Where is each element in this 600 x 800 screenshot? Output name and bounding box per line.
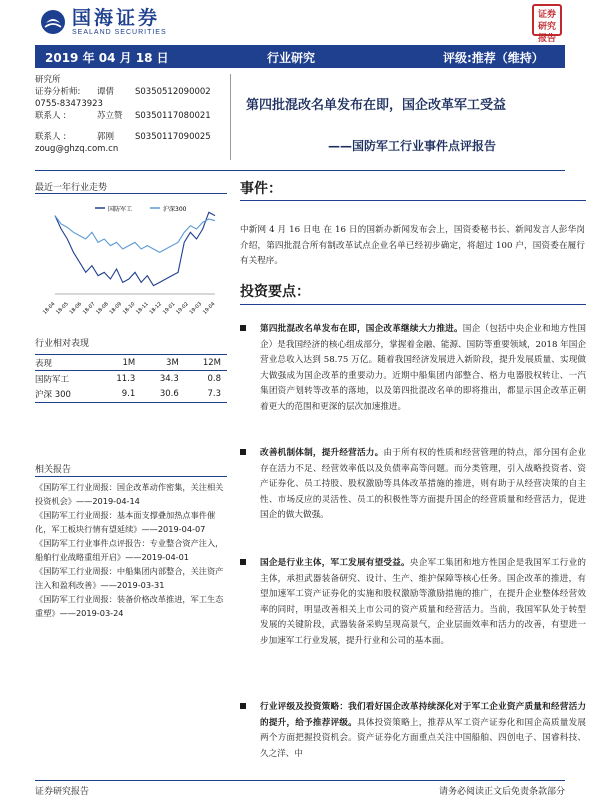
invest-point (240, 446, 586, 524)
table-cell: 国防军工 (35, 374, 70, 385)
contact-cert: S0350117090025 (135, 132, 211, 142)
table-header: 表现 (35, 355, 98, 371)
x-tick-label: 18-11 (135, 301, 150, 316)
contact-cert: S0350117080021 (135, 111, 211, 121)
x-tick-label: 18-08 (95, 301, 110, 316)
event-text: 中新网 4 月 16 日电 在 16 日的国新办新闻发布会上，国资委秘书长、新闻发言人彭华岗介绍，第四批混合所有制改革试点企业名单已经初步确定，将超过 100 户，国资委在履行有关程序。 (240, 225, 585, 266)
related-report-link[interactable]: 《国防军工行业周报：装备价格改革推进，军工生态重塑》——2019-03-24 (35, 594, 224, 618)
x-tick-label: 19-03 (188, 301, 204, 316)
x-tick-label: 18-09 (108, 301, 124, 316)
table-header: 1M (98, 355, 142, 371)
table-cell: 30.6 (141, 387, 185, 403)
footer-left: 证券研究报告 (35, 787, 90, 797)
series-line (55, 212, 215, 285)
contact-email[interactable]: zoug@ghzq.com.cn (35, 144, 119, 154)
table-cell: 11.3 (116, 373, 136, 384)
footer-disclaimer: 请务必阅读正文后免责条款部分 (438, 787, 565, 797)
point-lead: 国企是行业主体，军工发展有望受益。 (260, 558, 410, 568)
bullet-icon (240, 325, 246, 331)
analyst-label: 证券分析师: (35, 87, 81, 97)
point-text: 国企（包括中央企业和地方性国企）是我国经济的核心组成部分，掌握着金融、能源、国防等重要领域，2018 年国企营业总收入达到 58.75 万亿。随着我国经济发展进入新阶段，提升发展质量、实现做大做强成为国企改革的重要动力。近期中船集团内部整合、格力电器股权转让、一汽集团资产划转等改革的落地，以及第四批混改名单的即将推出，都显示国企改革正朝着更大的范围和更深的层次加速推进。 (260, 324, 586, 412)
invest-heading: 投资要点： (240, 284, 310, 300)
page-footer (35, 784, 565, 797)
x-tick-label: 18-12 (148, 301, 164, 316)
table-cell: 9.1 (98, 387, 142, 403)
x-tick-label: 19-01 (161, 301, 177, 316)
related-reports-list (35, 480, 227, 620)
brand-logo (40, 6, 167, 38)
report-date: 2019 年 04 月 18 日 (45, 51, 169, 65)
logo-english-name: SEALAND SECURITIES (72, 28, 167, 36)
table-cell: 0.8 (207, 373, 221, 384)
related-report-link[interactable]: 《国防军工行业事件点评报告：专业整合资产注入，船舶行业战略重组开启》——2019-04-01 (35, 538, 224, 562)
point-text: 央企军工集团和地方性国企是我国军工行业的主体，承担武器装备研究、设计、生产、维护保障等核心任务。国企改革的推进，有望加速军工资产证券化的实施和股权激励等激励措施的推广，在提升企业整体经营效率的同时，明显改善相关上市公司的资产质量和经营活力。当前，我国军队处于转型发展的关键阶段，武器装备采购呈现高景气，企业层面效率和活力的改善，有望进一步加速军工行业发展，提升行业和公司的基本面。 (260, 558, 586, 646)
contact-label: 联系人 : (35, 111, 67, 121)
trend-chart (35, 196, 220, 316)
table-cell: 34.3 (159, 373, 179, 384)
performance-title: 行业相对表现 (35, 339, 90, 349)
analyst-name: 谭倩 (97, 87, 115, 97)
divider (240, 200, 586, 201)
point-lead: 第四批混改名单发布在即，国企改革继续大力推进。 (260, 324, 463, 334)
point-lead: 行业评级及投资策略：我们看好国企改革持续深化对于军工企业资产质量和经营活力的提升，给予推荐评级。 (260, 702, 586, 728)
performance-table (35, 354, 227, 403)
related-reports-title: 相关报告 (35, 465, 72, 475)
report-stamp: 证券研究报告 (532, 4, 562, 36)
table-row (35, 387, 227, 403)
point-text: 由于所有权的性质和经营管理的特点，部分国有企业存在活力不足、经营效率低以及负债率高等问题。而分类管理，引入战略投资者、资产证券化、员工持股、股权激励等具体改革措施的推进，则有助于从经营决策的自主性、市场反应的灵活性、员工的积极性等方面提升国企的经营质量和经营活力，促进国企的做大做强。 (260, 448, 586, 521)
analyst-cert: S0350512090002 (135, 87, 211, 97)
event-heading: 事件： (240, 181, 282, 197)
table-header: 3M (141, 355, 185, 371)
page-header (0, 0, 600, 44)
related-report-link[interactable]: 《国防军工行业周报：基本面支撑叠加热点事件催化，军工板块行情有望延续》——2019-04-07 (35, 510, 216, 534)
bullet-icon (240, 449, 246, 455)
table-header: 12M (185, 355, 227, 371)
point-text: 具体投资策略上，推荐从军工资产证券化和国企高质量发展两个方面把握投资机会。资产证券化方面重点关注中国船舶、四创电子、国睿科技、久之洋、中 (260, 717, 586, 759)
bullet-icon (240, 703, 246, 709)
contact-label: 联系人 : (35, 132, 67, 142)
report-title: 第四批混改名单发布在即，国企改革军工受益 (246, 98, 507, 113)
divider (35, 780, 565, 781)
report-subtitle: ——国防军工行业事件点评报告 (328, 139, 497, 153)
bullet-icon (240, 559, 246, 565)
invest-point (240, 700, 586, 762)
table-row (35, 371, 227, 387)
divider (35, 476, 227, 477)
chart-title: 最近一年行业走势 (35, 183, 108, 193)
divider (230, 74, 231, 160)
series-line (55, 216, 215, 253)
x-tick-label: 18-06 (68, 301, 84, 316)
point-lead: 改善机制体制，提升经营活力。 (260, 448, 384, 458)
contact-name: 苏立赞 (97, 111, 123, 121)
related-report-link[interactable]: 《国防军工行业周报：中船集团内部整合，关注资产注入和盈利改善》——2019-03-31 (35, 566, 224, 590)
table-header-row (35, 355, 227, 371)
report-category: 行业研究 (267, 51, 316, 65)
legend-label: 沪深300 (163, 206, 187, 213)
table-cell: 7.3 (185, 387, 227, 403)
sealand-logo-icon (40, 9, 66, 35)
report-rating: 评级:推荐（维持） (443, 51, 544, 65)
institute-label: 研究所 (35, 75, 61, 85)
logo-chinese-name: 国海证券 (72, 6, 161, 29)
report-info-bar (35, 45, 565, 68)
legend-label: 国防军工 (108, 206, 133, 213)
x-tick-label: 18-10 (121, 301, 137, 316)
table-cell: 沪深 300 (35, 387, 98, 403)
invest-point (240, 556, 586, 650)
divider (240, 304, 586, 305)
x-tick-label: 18-04 (41, 301, 57, 316)
x-tick-label: 19-04 (201, 301, 217, 316)
trend-chart-svg (35, 196, 220, 316)
invest-point (240, 322, 586, 416)
related-report-link[interactable]: 《国防军工行业周报：国企改革动作密集，关注相关投资机会》——2019-04-14 (35, 482, 224, 506)
analyst-phone: 0755-83473923 (35, 99, 103, 109)
x-tick-label: 19-02 (175, 301, 190, 316)
divider (35, 170, 565, 171)
divider (35, 193, 227, 194)
contact-name: 郭刚 (97, 132, 115, 142)
x-tick-label: 18-05 (55, 301, 70, 316)
x-tick-label: 18-07 (81, 301, 97, 316)
analyst-info (35, 74, 230, 155)
